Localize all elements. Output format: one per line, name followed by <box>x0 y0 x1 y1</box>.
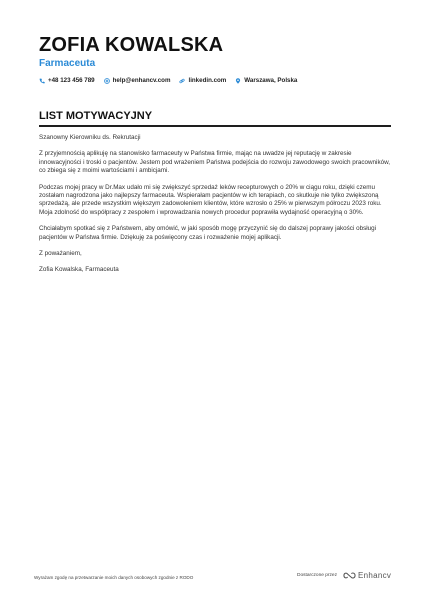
enhancv-logo-icon <box>343 571 356 580</box>
contact-bar <box>39 77 306 84</box>
letter-greeting: Szanowny Kierowniku ds. Rekrutacji <box>39 134 141 141</box>
location-pin-icon <box>235 78 241 84</box>
contact-phone[interactable] <box>39 77 95 84</box>
link-icon <box>179 78 185 84</box>
at-icon <box>104 78 110 84</box>
powered-by-label: Dostarczone przez <box>297 573 337 578</box>
contact-location-text: Warszawa, Polska <box>244 77 298 84</box>
letter-paragraph: Z przyjemnością aplikuję na stanowisko farmaceuty w Państwa firmie, mając na uwadze jej reputację w zakresie innowacyjności i troski o pacjentów. Jestem pod wrażeniem Państwa podejścia do rozwoju zawodowego swoich pracowników, co zbiega się z moimi wartościami i ambicjami. <box>39 150 391 175</box>
contact-email-text: help@enhancv.com <box>112 77 171 84</box>
section-divider <box>39 125 391 127</box>
contact-email[interactable] <box>104 77 171 84</box>
letter-paragraph: Chciałabym spotkać się z Państwem, aby omówić, w jaki sposób mogę przyczynić się do dalszej poprawy jakości obsługi pacjentów w Państwa firmie. Dziękuję za poświęcony czas i rozważenie mojej aplikacji. <box>39 225 377 241</box>
brand-logo <box>343 571 391 580</box>
contact-linkedin[interactable] <box>179 77 226 84</box>
letter-body <box>39 134 391 283</box>
gdpr-consent: Wyrażam zgodę na przetwarzanie moich danych osobowych zgodnie z RODO <box>34 575 194 580</box>
letter-paragraph: Podczas mojej pracy w Dr.Max udało mi się zwiększyć sprzedaż leków recepturowych o 20% w ciągu roku, dzięki czemu zostałam nagrodzona jako najlepszy farmaceuta. Wspierałam pacjentów w ich terapiach, co skutkuje nie tylko zwiększoną sprzedażą, ale przede wszystkim większym zadowoleniem klientów, które wzrosło o 25% w pierwszym półroczu 2023 roku. Moja zdolność do współpracy z zespołem i wprowadzania nowych procedur poprawiła wydajność operacyjną o 30%. <box>39 183 382 216</box>
section-title: LIST MOTYWACYJNY <box>39 110 153 122</box>
letter-signature: Zofia Kowalska, Farmaceuta <box>39 266 119 274</box>
candidate-name: ZOFIA KOWALSKA <box>39 34 224 56</box>
phone-icon <box>39 78 45 84</box>
brand-name: Enhancv <box>358 571 392 580</box>
candidate-role: Farmaceuta <box>39 58 96 69</box>
contact-phone-text: +48 123 456 789 <box>48 77 95 84</box>
contact-linkedin-text: linkedin.com <box>188 77 227 84</box>
contact-location <box>235 77 297 84</box>
letter-closing: Z poważaniem, <box>39 250 82 258</box>
powered-by[interactable] <box>297 571 391 580</box>
